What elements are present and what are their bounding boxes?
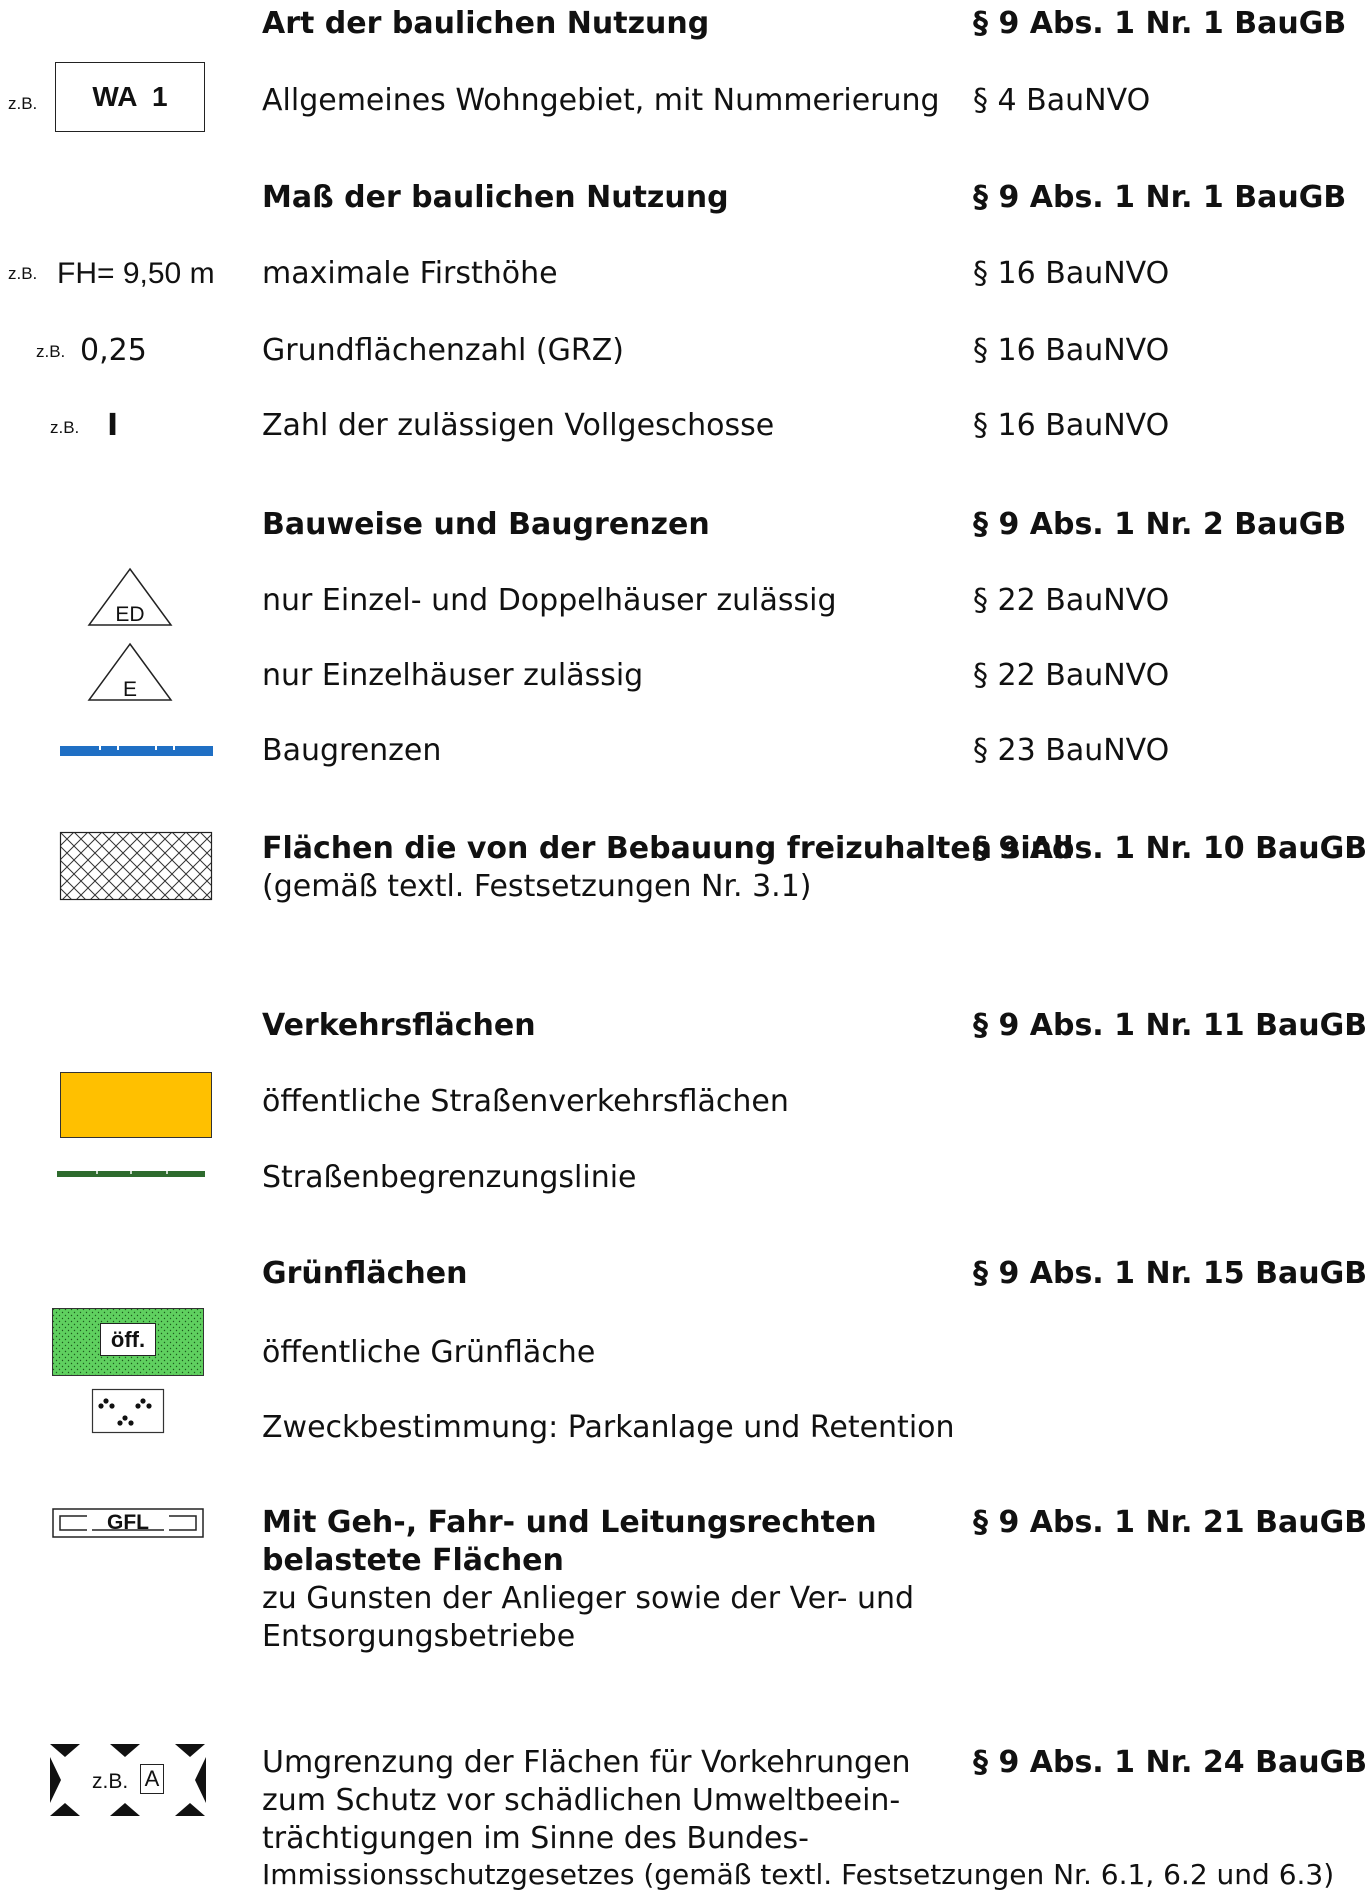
desc-e: nur Einzelhäuser zulässig	[262, 658, 644, 693]
strassen-fill-symbol	[60, 1072, 212, 1138]
section-title-gruen: Grünflächen	[262, 1256, 468, 1291]
law-ref-art: § 9 Abs. 1 Nr. 1 BauGB	[973, 6, 1347, 41]
zb-label-grz: z.B.	[36, 342, 66, 361]
desc-gfl-2: Entsorgungsbetriebe	[262, 1619, 576, 1654]
law-ref-mass: § 9 Abs. 1 Nr. 1 BauGB	[973, 180, 1347, 215]
desc-fh: maximale Firsthöhe	[262, 256, 558, 291]
law-ref-bauweise: § 9 Abs. 1 Nr. 2 BauGB	[973, 507, 1347, 542]
law-grz: § 16 BauNVO	[973, 333, 1170, 368]
desc-baugrenzen: Baugrenzen	[262, 733, 442, 768]
zb-label-vollgeschosse: z.B.	[50, 418, 80, 437]
desc-grz: Grundflächenzahl (GRZ)	[262, 333, 624, 368]
desc-strassen: öffentliche Straßenverkehrsflächen	[262, 1084, 789, 1119]
desc-gfl-1: zu Gunsten der Anlieger sowie der Ver- und	[262, 1581, 915, 1616]
desc-schutz-1: Umgrenzung der Flächen für Vorkehrungen	[262, 1745, 911, 1780]
section-title-bauweise: Bauweise und Baugrenzen	[262, 507, 710, 542]
law-ref-freihalten: § 9 Abs. 1 Nr. 10 BauGB	[973, 831, 1367, 866]
oeff-label: öff.	[110, 1326, 146, 1352]
desc-wa: Allgemeines Wohngebiet, mit Nummerierung	[262, 83, 940, 118]
desc-schutz-2: zum Schutz vor schädlichen Umweltbeein-	[262, 1783, 901, 1818]
vollgeschosse-symbol: I	[107, 408, 119, 443]
zb-label-schutz: z.B.	[92, 1770, 129, 1793]
law-ref-schutz: § 9 Abs. 1 Nr. 24 BauGB	[973, 1745, 1367, 1780]
law-ed: § 22 BauNVO	[973, 583, 1170, 618]
zb-label-fh: z.B.	[8, 264, 38, 283]
desc-zweck: Zweckbestimmung: Parkanlage und Retention	[262, 1410, 955, 1445]
desc-schutz-3: trächtigungen im Sinne des Bundes-	[262, 1821, 809, 1856]
schutz-symbol-letter: A	[140, 1764, 164, 1794]
section-title-freihalten: Flächen die von der Bebauung freizuhalten sind	[262, 831, 1074, 866]
desc-schutz-4: Immissionsschutzgesetzes (gemäß textl. Festsetzungen Nr. 6.1, 6.2 und 6.3)	[262, 1858, 1335, 1891]
wa-symbol-text: WA 1	[92, 81, 168, 112]
desc-vollgeschosse: Zahl der zulässigen Vollgeschosse	[262, 408, 775, 443]
subtitle-freihalten: (gemäß textl. Festsetzungen Nr. 3.1)	[262, 869, 812, 904]
section-title-gfl-1: Mit Geh-, Fahr- und Leitungsrechten	[262, 1505, 877, 1540]
section-title-gfl-2: belastete Flächen	[262, 1543, 564, 1578]
law-wa: § 4 BauNVO	[973, 83, 1151, 118]
desc-begrenzung: Straßenbegrenzungslinie	[262, 1160, 637, 1195]
park-retention-symbol	[92, 1389, 164, 1433]
law-ref-gruen: § 9 Abs. 1 Nr. 15 BauGB	[973, 1256, 1367, 1291]
fh-symbol: FH= 9,50 m	[57, 257, 215, 290]
desc-ed: nur Einzel- und Doppelhäuser zulässig	[262, 583, 837, 618]
e-symbol-text: E	[122, 678, 137, 701]
gfl-symbol-text: GFL	[107, 1511, 149, 1534]
law-e: § 22 BauNVO	[973, 658, 1170, 693]
wa-symbol-box	[55, 62, 205, 132]
law-vollgeschosse: § 16 BauNVO	[973, 408, 1170, 443]
begrenzung-line-symbol	[57, 1170, 207, 1178]
zb-label-wa: z.B.	[8, 94, 38, 113]
crosshatch-symbol	[60, 832, 212, 900]
law-fh: § 16 BauNVO	[973, 256, 1170, 291]
desc-gruenflaeche: öffentliche Grünfläche	[262, 1335, 596, 1370]
oeff-label-box	[100, 1323, 156, 1356]
ed-symbol-text: ED	[115, 603, 145, 626]
baugrenze-line-symbol	[60, 744, 215, 758]
section-title-art: Art der baulichen Nutzung	[262, 6, 710, 41]
law-ref-gfl: § 9 Abs. 1 Nr. 21 BauGB	[973, 1505, 1367, 1540]
grz-symbol: 0,25	[80, 333, 147, 368]
section-title-mass: Maß der baulichen Nutzung	[262, 180, 729, 215]
law-baugrenzen: § 23 BauNVO	[973, 733, 1170, 768]
law-ref-verkehr: § 9 Abs. 1 Nr. 11 BauGB	[973, 1008, 1367, 1043]
section-title-verkehr: Verkehrsflächen	[262, 1008, 536, 1043]
